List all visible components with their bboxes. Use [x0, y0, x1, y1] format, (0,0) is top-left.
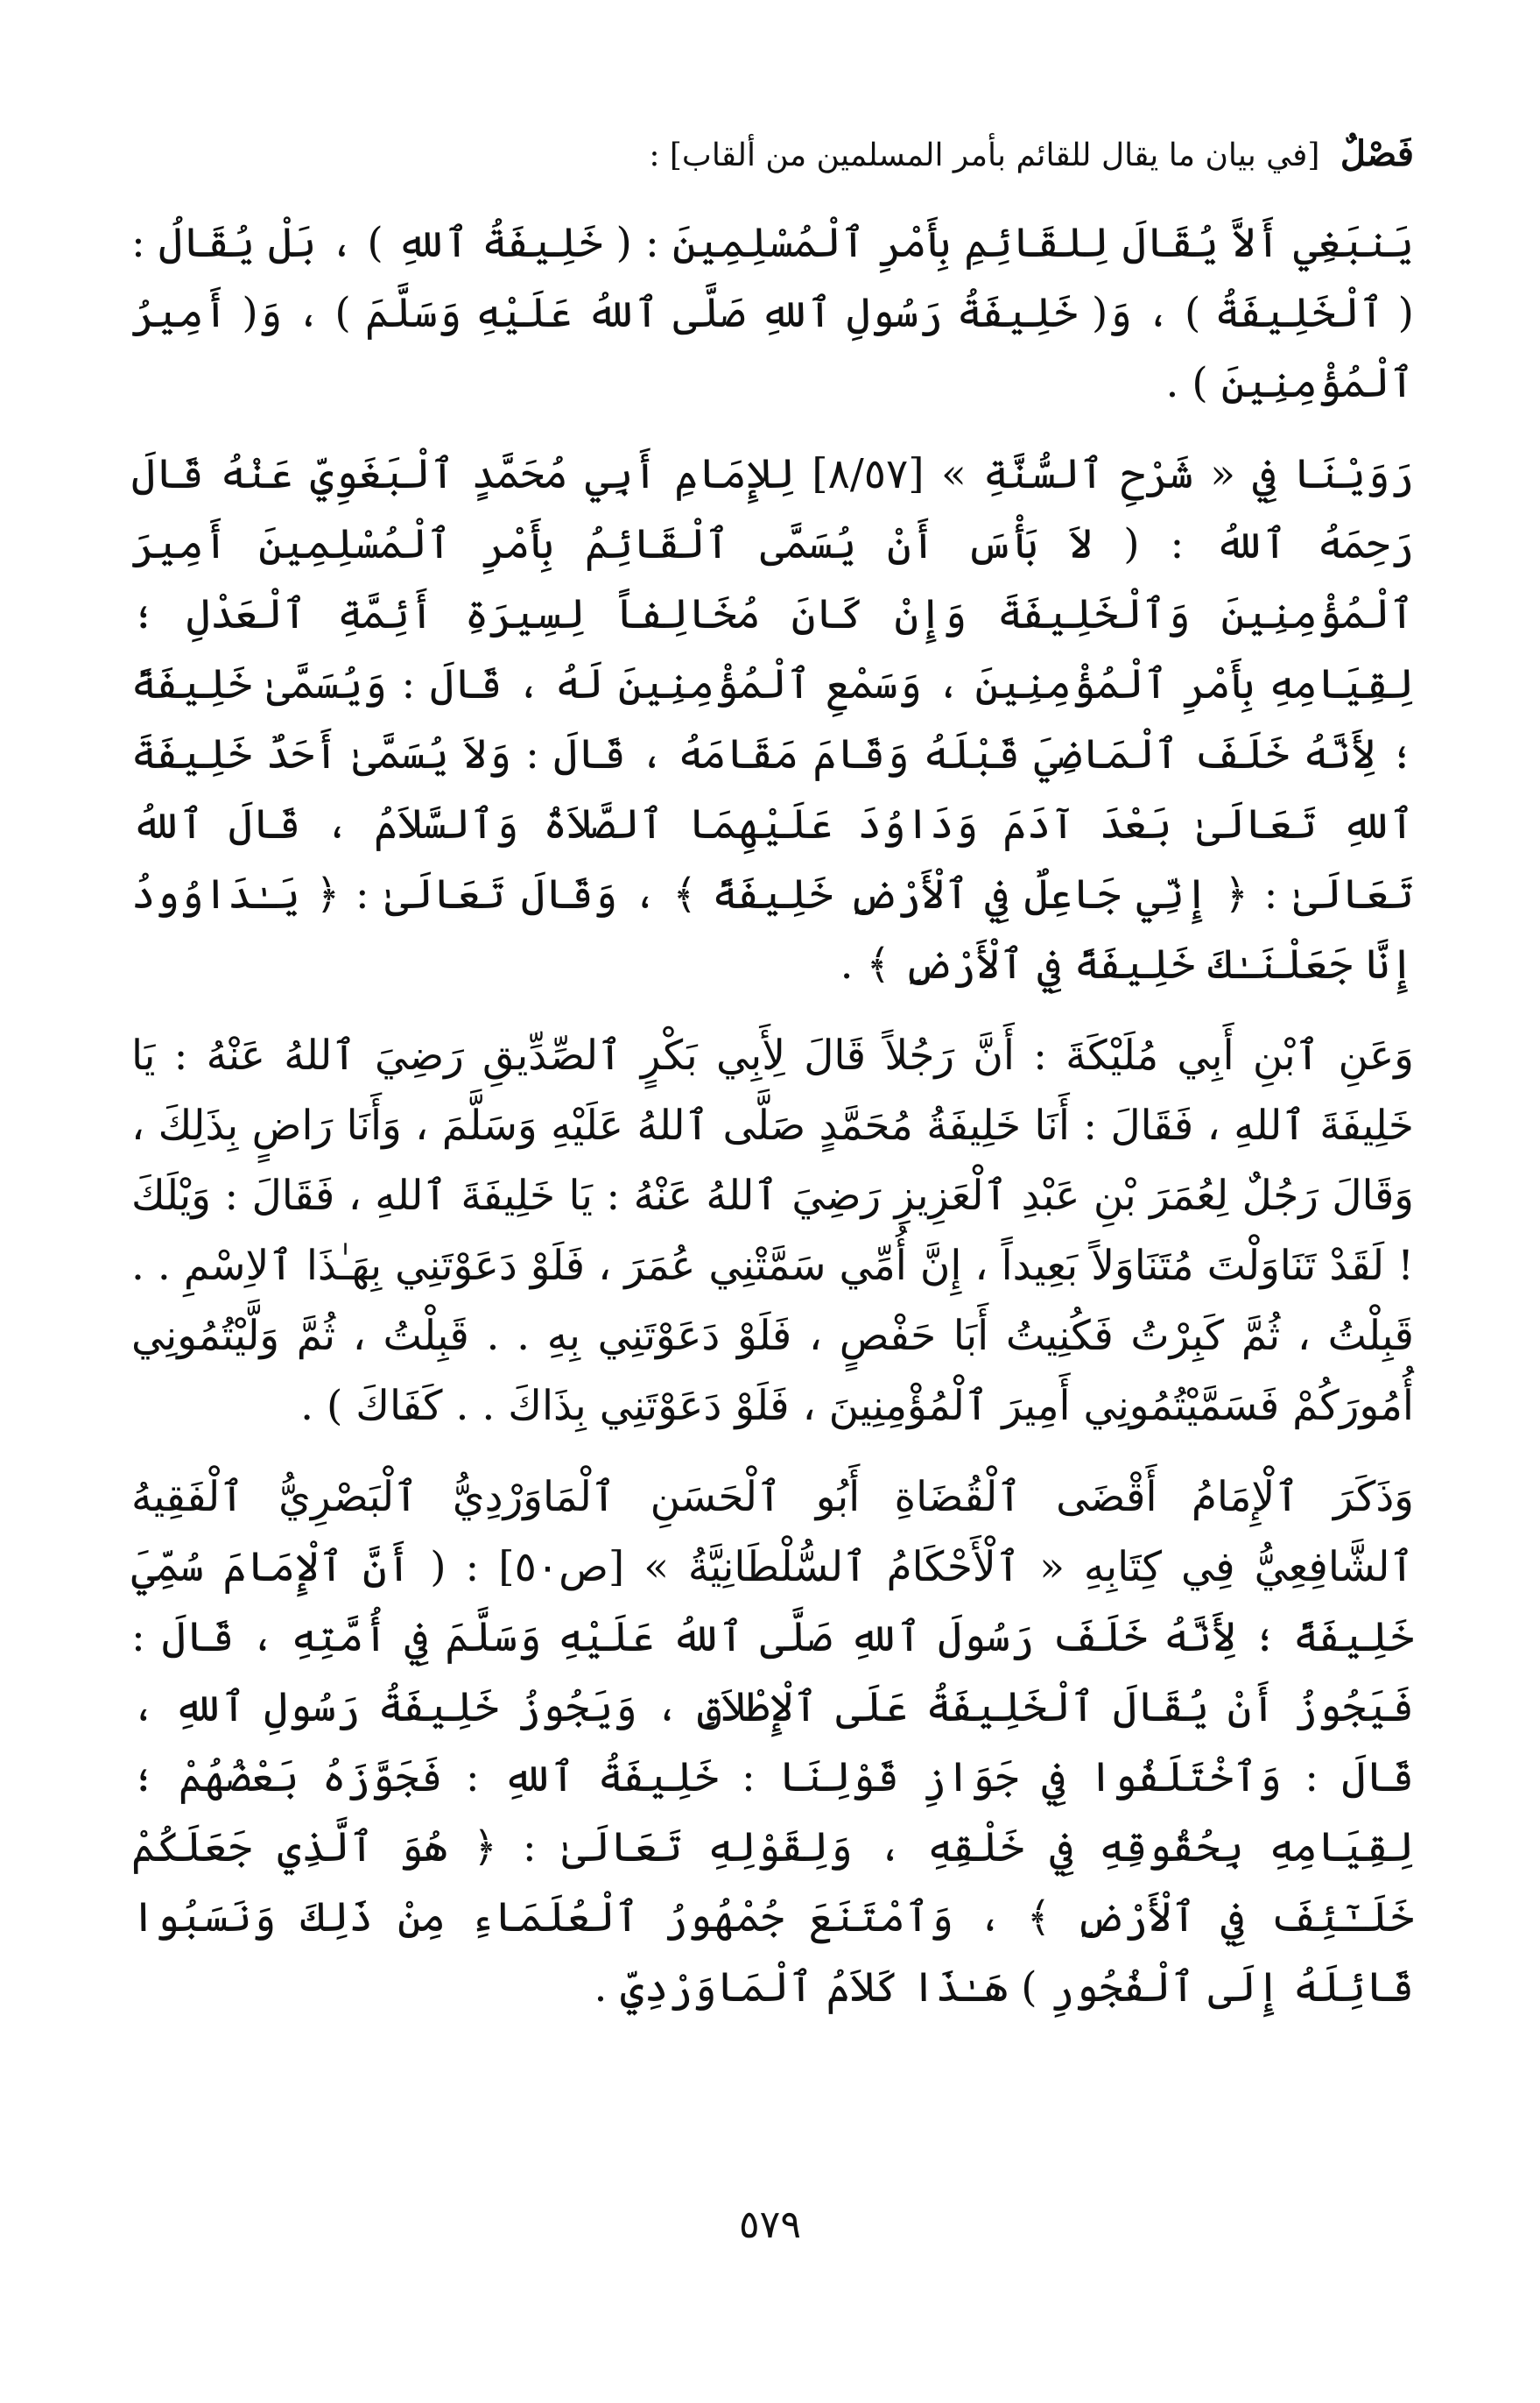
paragraph-3: وَعَنِ ٱبْنِ أَبِي مُلَيْكَةَ : أَنَّ رَجُلاً قَالَ لِأَبِي بَكْرٍ ٱلصِّدِّيقِ رَضِيَ ٱللهُ عَنْهُ : يَا خَلِيفَةَ ٱللهِ ، فَقَالَ : أَنَا خَلِيفَةُ مُحَمَّدٍ صَلَّى ٱللهُ عَلَيْهِ وَسَلَّمَ ، وَأَنَا رَاضٍ بِذَلِكَ ، وَقَالَ رَجُلٌ لِعُمَرَ بْنِ عَبْدِ ٱلْعَزِيزِ رَضِيَ ٱللهُ عَنْهُ : يَا خَلِيفَةَ ٱللهِ ، فَقَالَ : وَيْلَكَ ! لَقَدْ تَنَاوَلْتَ مُتَنَاوَلاً بَعِيداً ، إِنَّ أُمِّي سَمَّتْنِي عُمَرَ ، فَلَوْ دَعَوْتَنِي بِهَـٰذَا ٱلاِسْمِ . . قَبِلْتُ ، ثُمَّ كَبِرْتُ فَكُنِيتُ أَبَا حَفْصٍ ، فَلَوْ دَعَوْتَنِي بِهِ . . قَبِلْتُ ، ثُمَّ وَلَّيْتُمُونِي أُمُورَكُمْ فَسَمَّيْتُمُونِي أَمِيرَ ٱلْمُؤْمِنِينَ ، فَلَوْ دَعَوْتَنِي بِذَاكَ . . كَفَاكَ ) . [131, 1032, 1414, 1430]
section-heading [131, 131, 1414, 179]
page-number: ٥٧٩ [739, 2202, 801, 2247]
section-marker: فَصْلٌ [1340, 133, 1414, 174]
paragraph-4: وَذَكَرَ ٱلْإِمَامُ أَقْضَى ٱلْقُضَاةِ أَبُو ٱلْحَسَنِ ٱلْمَاوَرْدِيُّ ٱلْبَصْرِيُّ ٱلْفَقِيهُ ٱلشَّافِعِيُّ فِي كِتَابِهِ « ٱلْأَحْكَامُ ٱلسُّلْطَانِيَّةُ » [ص٥٠] : ( أَنَّ ٱلْإِمَامَ سُمِّيَ خَلِيفَةً ؛ لِأَنَّهُ خَلَفَ رَسُولَ ٱللهِ صَلَّى ٱللهُ عَلَيْهِ وَسَلَّمَ فِي أُمَّتِهِ ، قَالَ : فَيَجُوزُ أَنْ يُقَالَ ٱلْخَلِيفَةُ عَلَى ٱلْإِطْلاَقِ ، وَيَجُوزُ خَلِيفَةُ رَسُولِ ٱللهِ ، قَالَ : وَٱخْتَلَفُوا فِي جَوَازِ قَوْلِنَا : خَلِيفَةُ ٱللهِ : فَجَوَّزَهُ بَعْضُهُمْ ؛ لِقِيَامِهِ بِحُقُوقِهِ فِي خَلْقِهِ ، وَلِقَوْلِهِ تَعَالَىٰ : ﴿ هُوَ ٱلَّذِي جَعَلَكُمْ خَلَـٰٓئِفَ فِي ٱلْأَرْضِ ﴾ ، وَٱمْتَنَعَ جُمْهُورُ ٱلْعُلَمَاءِ مِنْ ذَلِكَ وَنَسَبُوا قَائِلَهُ إِلَى ٱلْفُجُورِ ) هَـٰذَا كَلاَمُ ٱلْمَاوَرْدِيِّ . [131, 1473, 1414, 2012]
paragraph-2: رَوَيْنَا فِي « شَرْحِ ٱلسُّنَّةِ » [٨/٥٧] لِلإِمَامِ أَبِي مُحَمَّدٍ ٱلْبَغَوِيِّ عَنْهُ قَالَ رَحِمَهُ ٱللهُ : ( لاَ بَأْسَ أَنْ يُسَمَّى ٱلْقَائِمُ بِأَمْرِ ٱلْمُسْلِمِينَ أَمِيرَ ٱلْمُؤْمِنِينَ وَٱلْخَلِيفَةَ وَإِنْ كَانَ مُخَالِفاً لِسِيرَةِ أَئِمَّةِ ٱلْعَدْلِ ؛ لِقِيَامِهِ بِأَمْرِ ٱلْمُؤْمِنِينَ ، وَسَمْعِ ٱلْمُؤْمِنِينَ لَهُ ، قَالَ : وَيُسَمَّىٰ خَلِيفَةً ؛ لِأَنَّهُ خَلَفَ ٱلْمَاضِيَ قَبْلَهُ وَقَامَ مَقَامَهُ ، قَالَ : وَلاَ يُسَمَّىٰ أَحَدٌ خَلِيفَةَ ٱللهِ تَعَالَىٰ بَعْدَ آدَمَ وَدَاوُدَ عَلَيْهِمَا ٱلصَّلاَةُ وَٱلسَّلاَمُ ، قَالَ ٱللهُ تَعَالَىٰ : ﴿ إِنِّي جَاعِلٌ فِي ٱلْأَرْضِ خَلِيفَةً ﴾ ، وَقَالَ تَعَالَىٰ : ﴿ يَـٰدَاوُودُ إِنَّا جَعَلْنَـٰكَ خَلِيفَةً فِي ٱلْأَرْضِ ﴾ . [131, 450, 1414, 989]
document-page [131, 131, 1414, 2356]
section-title: [في بيان ما يقال للقائم بأمر المسلمين من ألقاب] : [649, 137, 1320, 173]
paragraph-1: يَنبَغِي أَلاَّ يُقَالَ لِلقَائِمِ بِأَمْرِ ٱلْمُسْلِمِينَ : ( خَلِيفَةُ ٱللهِ ) ، بَلْ يُقَالُ : ( ٱلْخَلِيفَةُ ) ، وَ( خَلِيفَةُ رَسُولِ ٱللهِ صَلَّى ٱللهُ عَلَيْهِ وَسَلَّمَ ) ، وَ( أَمِيرُ ٱلْمُؤْمِنِينَ ) . [131, 219, 1414, 407]
